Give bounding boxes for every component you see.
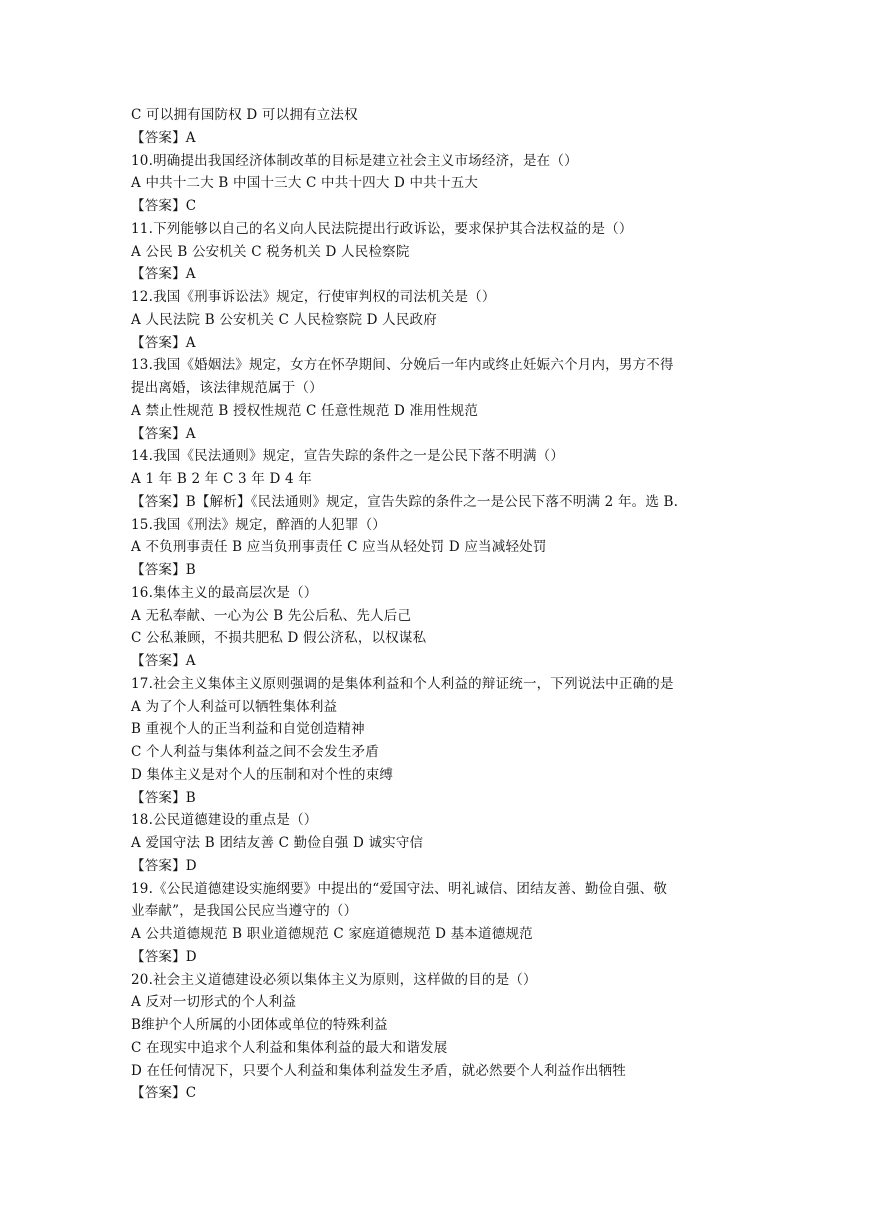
option-line: C 可以拥有国防权 D 可以拥有立法权 (131, 107, 358, 123)
option-line: A 为了个人利益可以牺牲集体利益 (131, 698, 338, 715)
question-19-continued: 业奉献”，是我国公民应当遵守的（） (131, 903, 358, 920)
option-line: D 在任何情况下，只要个人利益和集体利益发生矛盾，就必然要个人利益作出牺牲 (131, 1062, 627, 1079)
option-line: C 在现实中追求个人利益和集体利益的最大和谐发展 (131, 1039, 448, 1056)
question-11: 11.下列能够以自己的名义向人民法院提出行政诉讼，要求保护其合法权益的是（） (131, 220, 633, 237)
question-19: 19.《公民道德建设实施纲要》中提出的“爱国守法、明礼诚信、团结友善、勤俭自强、敬 (131, 880, 668, 897)
answer-line: 【答案】C (131, 1085, 197, 1102)
answer-line: 【答案】A (131, 266, 196, 283)
option-line: A 禁止性规范 B 授权性规范 C 任意性规范 D 准用性规范 (131, 402, 479, 419)
answer-line: 【答案】D (131, 857, 197, 874)
option-line: A 人民法院 B 公安机关 C 人民检察院 D 人民政府 (131, 311, 437, 328)
option-line: A 无私奉献、一心为公 B 先公后私、先人后己 (131, 607, 412, 624)
question-13-continued: 提出离婚，该法律规范属于（） (131, 380, 323, 396)
answer-line: 【答案】A (131, 334, 196, 351)
answer-line: 【答案】C (131, 198, 197, 214)
option-line: A 公共道德规范 B 职业道德规范 C 家庭道德规范 D 基本道德规范 (131, 926, 533, 942)
question-12: 12.我国《刑事诉讼法》规定，行使审判权的司法机关是（） (131, 289, 496, 305)
question-15: 15.我国《刑法》规定，醉酒的人犯罪（） (131, 516, 386, 533)
question-16: 16.集体主义的最高层次是（） (131, 584, 318, 601)
answer-line: 【答案】A (131, 653, 196, 669)
option-line: A 1 年 B 2 年 C 3 年 D 4 年 (131, 471, 312, 487)
question-18: 18.公民道德建设的重点是（） (131, 812, 318, 829)
option-line: A 爱国守法 B 团结友善 C 勤俭自强 D 诚实守信 (131, 835, 424, 851)
question-10: 10.明确提出我国经济体制改革的目标是建立社会主义市场经济，是在（） (131, 152, 578, 169)
option-line: C 个人利益与集体利益之间不会发生矛盾 (131, 744, 379, 760)
question-13: 13.我国《婚姻法》规定，女方在怀孕期间、分娩后一年内或终止妊娠六个月内，男方不得 (131, 357, 674, 374)
document-body (131, 104, 751, 1105)
answer-line: 【答案】A (131, 425, 196, 442)
answer-line: 【答案】B (131, 789, 196, 806)
option-line: A 公民 B 公安机关 C 税务机关 D 人民检察院 (131, 243, 410, 260)
option-line: C 公私兼顾，不损共肥私 D 假公济私，以权谋私 (131, 630, 427, 647)
question-14: 14.我国《民法通则》规定，宣告失踪的条件之一是公民下落不明满（） (131, 448, 565, 465)
answer-line: 【答案】D (131, 948, 197, 965)
option-line: D 集体主义是对个人的压制和对个性的束缚 (131, 766, 394, 783)
option-line: B 重视个人的正当利益和自觉创造精神 (131, 721, 365, 738)
answer-line: 【答案】A (131, 129, 196, 146)
option-line: A 不负刑事责任 B 应当负刑事责任 C 应当从轻处罚 D 应当减轻处罚 (131, 539, 547, 556)
question-20: 20.社会主义道德建设必须以集体主义为原则，这样做的目的是（） (131, 971, 537, 988)
option-line: A 反对一切形式的个人利益 (131, 994, 297, 1011)
answer-line: 【答案】B (131, 562, 196, 578)
option-line: B维护个人所属的小团体或单位的特殊利益 (131, 1017, 388, 1033)
option-line: A 中共十二大 B 中国十三大 C 中共十四大 D 中共十五大 (131, 175, 479, 192)
question-17: 17.社会主义集体主义原则强调的是集体利益和个人利益的辩证统一，下列说法中正确的是 (131, 675, 674, 692)
answer-line: 【答案】B【解析】《民法通则》规定，宣告失踪的条件之一是公民下落不明满 2 年。选 B. (131, 493, 679, 510)
